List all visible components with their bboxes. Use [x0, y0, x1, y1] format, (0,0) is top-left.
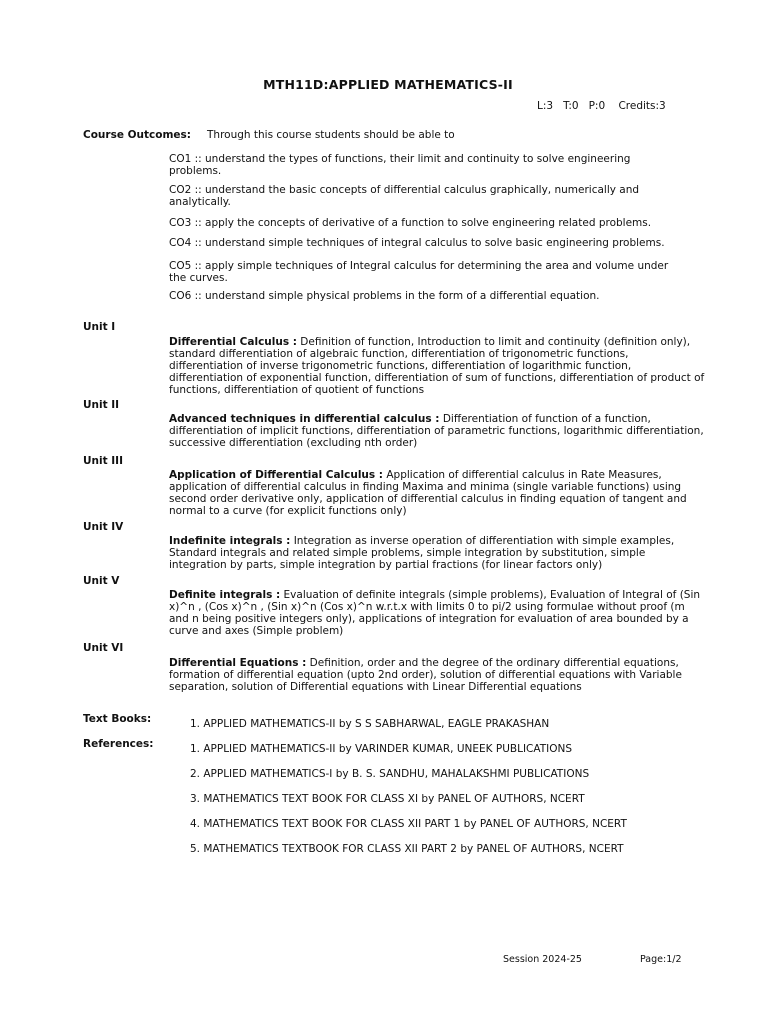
reference-item: 5. MATHEMATICS TEXTBOOK FOR CLASS XII PART 2 by PANEL OF AUTHORS, NCERT — [190, 843, 624, 855]
unit-text: Definition of function, Introduction to limit and continuity (definition only), standard differentiation of algebraic function, differentiation of trigonometric functions, differentiation of inverse trigonometric functions, differentiation of logarithmic function, differentiation of exponential function, differentiation of sum of functions, differentiation of product of functions, differentiation of quotient of functions — [169, 336, 705, 397]
course-title: MTH11D:APPLIED MATHEMATICS-II — [263, 77, 513, 92]
course-outcome-item: CO4 :: understand simple techniques of integral calculus to solve basic engineering problems. — [169, 237, 665, 249]
course-outcome-item: CO5 :: apply simple techniques of Integral calculus for determining the area and volume under the curves. — [169, 260, 669, 284]
reference-item: 2. APPLIED MATHEMATICS-I by B. S. SANDHU, MAHALAKSHMI PUBLICATIONS — [190, 768, 590, 780]
unit-heading: Differential Equations : — [169, 657, 307, 669]
page-number: Page:1/2 — [640, 954, 682, 965]
unit-content — [169, 589, 705, 637]
course-outcome-item: CO6 :: understand simple physical problems in the form of a differential equation. — [169, 290, 600, 302]
references-label: References: — [83, 738, 154, 750]
course-outcome-item: CO3 :: apply the concepts of derivative of a function to solve engineering related problems. — [169, 217, 652, 229]
text-book-item: 1. APPLIED MATHEMATICS-II by S S SABHARWAL, EAGLE PRAKASHAN — [190, 718, 550, 730]
course-outcomes-intro: Through this course students should be able to — [207, 129, 455, 141]
reference-item: 3. MATHEMATICS TEXT BOOK FOR CLASS XI by PANEL OF AUTHORS, NCERT — [190, 793, 585, 805]
unit-text: Application of differential calculus in Rate Measures, application of differential calculus in finding Maxima and minima (single variable functions) using second order derivative only, application of differential calculus in finding equation of tangent and normal to a curve (for explicit functions only) — [169, 469, 687, 518]
session-label: Session 2024-25 — [503, 954, 582, 965]
unit-heading: Differential Calculus : — [169, 336, 297, 348]
unit-text: Integration as inverse operation of differentiation with simple examples, Standard integrals and related simple problems, simple integration by substitution, simple integration by parts, simple integration by partial fractions (for linear factors only) — [169, 535, 675, 572]
course-outcome-item: CO1 :: understand the types of functions, their limit and continuity to solve engineering problems. — [169, 153, 631, 177]
unit-label: Unit VI — [83, 642, 124, 654]
unit-label: Unit I — [83, 321, 116, 333]
unit-content — [169, 469, 705, 517]
course-outcomes-label: Course Outcomes: — [83, 129, 191, 141]
unit-heading: Definite integrals : — [169, 589, 281, 601]
unit-heading: Advanced techniques in differential calculus : — [169, 413, 440, 425]
unit-label: Unit V — [83, 575, 120, 587]
reference-item: 1. APPLIED MATHEMATICS-II by VARINDER KUMAR, UNEEK PUBLICATIONS — [190, 743, 573, 755]
unit-label: Unit II — [83, 399, 120, 411]
unit-content — [169, 535, 705, 571]
unit-label: Unit III — [83, 455, 123, 467]
unit-label: Unit IV — [83, 521, 124, 533]
unit-content — [169, 413, 705, 449]
unit-content — [169, 657, 705, 693]
unit-heading: Application of Differential Calculus : — [169, 469, 384, 481]
unit-content — [169, 336, 705, 396]
unit-text: Evaluation of definite integrals (simple problems), Evaluation of Integral of (Sin x)^n , (Cos x)^n , (Sin x)^n (Cos x)^n w.r.t.x with limits 0 to pi/2 using formulae without proof (m and n being positive integers only), applications of integration for evaluation of area bounded by a curve and axes (Simple problem) — [169, 589, 701, 638]
text-books-label: Text Books: — [83, 713, 152, 725]
unit-text: Differentiation of function of a function, differentiation of implicit functions, differentiation of parametric functions, logarithmic differentiation, successive differentiation (excluding nth order) — [169, 413, 704, 450]
unit-heading: Indefinite integrals : — [169, 535, 291, 547]
reference-item: 4. MATHEMATICS TEXT BOOK FOR CLASS XII PART 1 by PANEL OF AUTHORS, NCERT — [190, 818, 627, 830]
unit-text: Definition, order and the degree of the ordinary differential equations, formation of differential equation (upto 2nd order), solution of differential equations with Variable separation, solution of Differential equations with Linear Differential equations — [169, 657, 682, 694]
course-outcome-item: CO2 :: understand the basic concepts of differential calculus graphically, numerically and analytically. — [169, 184, 640, 208]
credits-line: L:3 T:0 P:0 Credits:3 — [537, 100, 666, 112]
